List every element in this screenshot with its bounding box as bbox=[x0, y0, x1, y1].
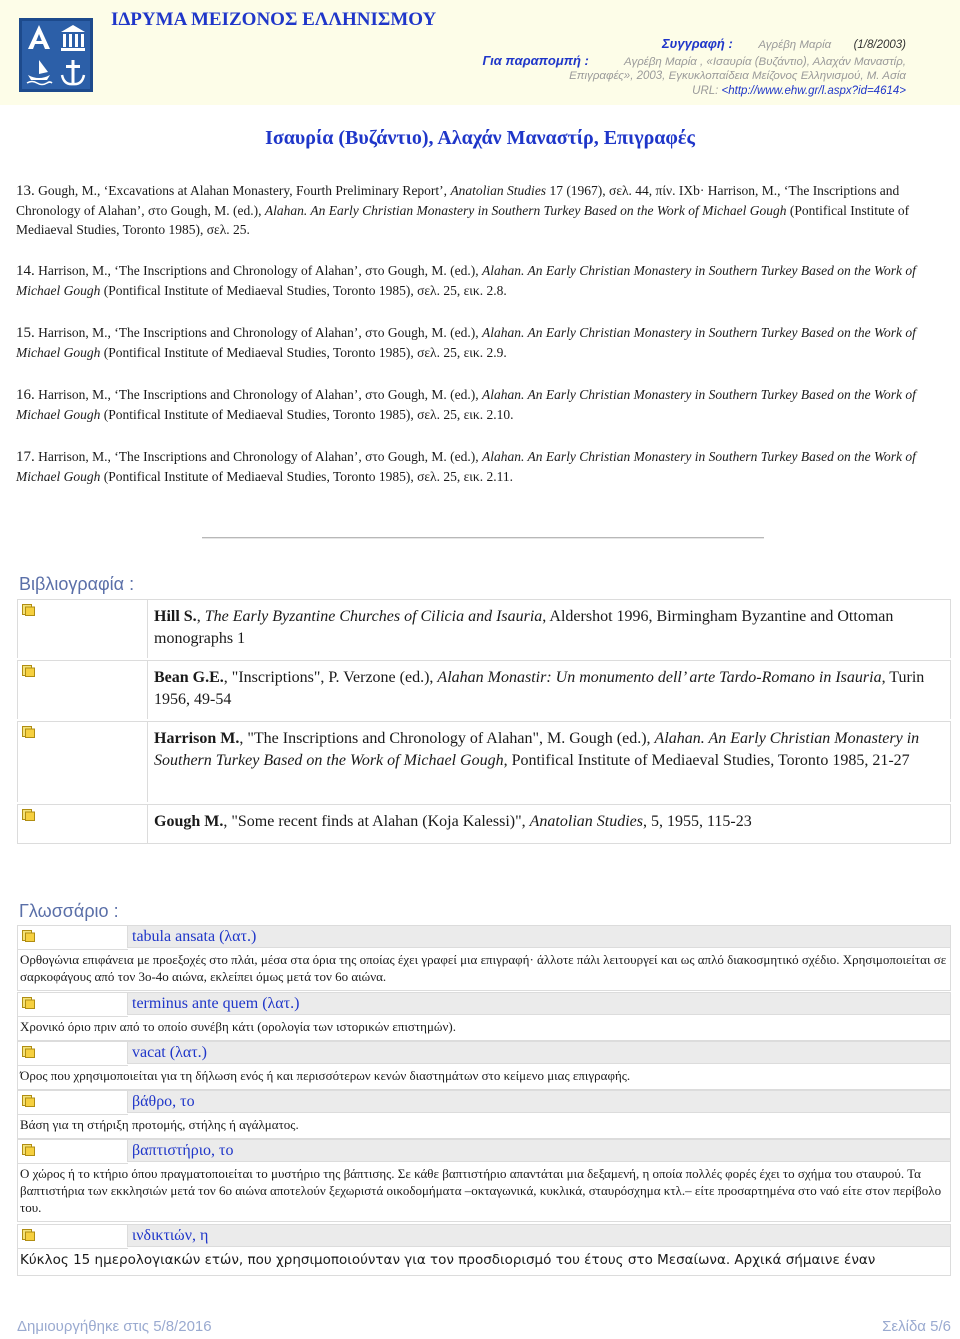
cite-line-2: Επιγραφές», 2003, Εγκυκλοπαίδεια Μείζονος Ελληνισμού, Μ. Ασία bbox=[569, 70, 906, 82]
document-icon bbox=[22, 929, 35, 947]
author-label: Συγγραφή : bbox=[661, 36, 733, 51]
document-icon bbox=[22, 1228, 35, 1246]
glossary-definition: Όρος που χρησιμοποιείται για τη δήλωση ενός ή και περισσότερων κενών διαστημάτων στο κείμενο μιας επιγραφής. bbox=[17, 1064, 951, 1090]
bibliography-entry: Bean G.E., "Inscriptions", P. Verzone (ed.), Alahan Monastir: Un monumento dell’ arte Tardo-Romano in Isauria, Turin 1956, 49-54 bbox=[17, 660, 951, 719]
glossary-definition: Κύκλος 15 ημερολογιακών ετών, που χρησιμοποιούνταν για τον προσδιορισμό του έτους στο Μεσαίωνα. Αρχικά σήμαινε έναν bbox=[17, 1247, 951, 1276]
glossary-term: terminus ante quem (λατ.) bbox=[132, 995, 300, 1012]
glossary-term: vacat (λατ.) bbox=[132, 1044, 207, 1061]
foundation-logo bbox=[19, 18, 93, 92]
document-icon bbox=[22, 725, 35, 743]
document-icon bbox=[22, 603, 35, 621]
bibliography-entry: Hill S., The Early Byzantine Churches of Cilicia and Isauria, Aldershot 1996, Birmingham Byzantine and Ottoman monographs 1 bbox=[17, 599, 951, 658]
cite-label: Για παραπομπή : bbox=[482, 52, 589, 68]
bibliography-list bbox=[17, 599, 951, 846]
bibliography-entry: Harrison M., "The Inscriptions and Chronology of Alahan", M. Gough (ed.), Alahan. An Early Christian Monastery in Southern Turkey Based on the Work of Michael Gough, Pontifical Institute of Mediaeval Studies, Toronto 1985, 21-27 bbox=[17, 721, 951, 802]
citation-block bbox=[482, 37, 906, 98]
glossary-definition: Ο χώρος ή το κτήριο όπου πραγματοποιείται το μυστήριο της βάπτισης. Σε κάθε βαπτιστήριο απαντάται μια δεξαμενή, η οποία πολλές φορές έχει το σχήμα του σταυρού. Τα βαπτιστήρια των εκκλησιών μετά τον 6ο αιώνα αποτελούν ξεχωριστά οικοδομήματα –οκταγωνικά, κυκλικά, σταυρόσχημα κτλ.– είτε προσαρτημένα στο ναό είτε στον περίβολο του. bbox=[17, 1162, 951, 1222]
glossary-term: βάθρο, το bbox=[132, 1093, 195, 1110]
glossary-entry bbox=[17, 992, 951, 1041]
author-date: (1/8/2003) bbox=[853, 39, 906, 51]
glossary-definition: Βάση για τη στήριξη προτομής, στήλης ή αγάλματος. bbox=[17, 1113, 951, 1139]
org-title: ΙΔΡΥΜΑ ΜΕΙΖΟΝΟΣ ΕΛΛΗΝΙΣΜΟΥ bbox=[111, 9, 437, 30]
ship-icon bbox=[22, 55, 56, 89]
url-label: URL: bbox=[692, 84, 719, 97]
glossary-term: tabula ansata (λατ.) bbox=[132, 928, 257, 945]
bibliography-heading: Βιβλιογραφία : bbox=[19, 574, 135, 594]
author-value: Αγρέβη Μαρία bbox=[758, 39, 832, 51]
section-divider bbox=[202, 537, 764, 539]
glossary-entry bbox=[17, 925, 951, 991]
footnote-16: 16. Harrison, M., ‘The Inscriptions and Chronology of Alahan’, στο Gough, M. (ed.), Alahan. An Early Christian Monastery in Southern Turkey Based on the Work of Michael Gough (Pontifical Institute of Mediaeval Studies, Toronto 1985), σελ. 25, εικ. 2.10. bbox=[16, 387, 916, 422]
document-icon bbox=[22, 1143, 35, 1161]
alpha-icon bbox=[22, 21, 56, 55]
glossary-term: ινδικτιών, η bbox=[132, 1227, 209, 1244]
footnote-14: 14. Harrison, M., ‘The Inscriptions and Chronology of Alahan’, στο Gough, M. (ed.), Alahan. An Early Christian Monastery in Southern Turkey Based on the Work of Michael Gough (Pontifical Institute of Mediaeval Studies, Toronto 1985), σελ. 25, εικ. 2.8. bbox=[16, 263, 916, 298]
document-icon bbox=[22, 808, 35, 826]
glossary-heading: Γλωσσάριο : bbox=[19, 901, 119, 921]
footnote-15: 15. Harrison, M., ‘The Inscriptions and Chronology of Alahan’, στο Gough, M. (ed.), Alahan. An Early Christian Monastery in Southern Turkey Based on the Work of Michael Gough (Pontifical Institute of Mediaeval Studies, Toronto 1985), σελ. 25, εικ. 2.9. bbox=[16, 325, 916, 360]
document-icon bbox=[22, 1094, 35, 1112]
footnote-13: 13. Gough, M., ‘Excavations at Alahan Monastery, Fourth Preliminary Report’, Anatolian Studies 17 (1967), σελ. 44, πίν. IXb· Harrison, M., ‘The Inscriptions and Chronology of Alahan’, στο Gough, M. (ed.), Alahan. An Early Christian Monastery in Southern Turkey Based on the Work of Michael Gough (Pontifical Institute of Mediaeval Studies, Toronto 1985), σελ. 25. bbox=[16, 183, 910, 237]
document-icon bbox=[22, 996, 35, 1014]
page-title: Ισαυρία (Βυζάντιο), Αλαχάν Μαναστίρ, Επιγραφές bbox=[265, 127, 695, 149]
glossary-entry bbox=[17, 1090, 951, 1139]
glossary-definition: Χρονικό όριο πριν από το οποίο συνέβη κάτι (ορολογία των ιστορικών επιστημών). bbox=[17, 1015, 951, 1041]
glossary-definition: Ορθογώνια επιφάνεια με προεξοχές στο πλάι, μέσα στα όρια της οποίας έχει γραφεί μια επιγραφή· άλλοτε πάλι λειτουργεί και ως απλό διακοσμητικό σχέδιο. Χρησιμοποιείται σε σαρκοφάγους από τον 3ο-4ο αιώνα, εκλείπει όμως μετά τον 6ο αιώνα. bbox=[17, 948, 951, 991]
bibliography-entry: Gough M., "Some recent finds at Alahan (Koja Kalessi)", Anatolian Studies, 5, 1955, 115-23 bbox=[17, 804, 951, 844]
glossary-entry bbox=[17, 1041, 951, 1090]
footnote-17: 17. Harrison, M., ‘The Inscriptions and Chronology of Alahan’, στο Gough, M. (ed.), Alahan. An Early Christian Monastery in Southern Turkey Based on the Work of Michael Gough (Pontifical Institute of Mediaeval Studies, Toronto 1985), σελ. 25, εικ. 2.11. bbox=[16, 449, 916, 484]
glossary-entry bbox=[17, 1224, 951, 1276]
document-icon bbox=[22, 664, 35, 682]
temple-icon bbox=[56, 21, 90, 55]
document-icon bbox=[22, 1045, 35, 1063]
cite-line-1: Αγρέβη Μαρία , «Ισαυρία (Βυζάντιο), Αλαχάν Μαναστίρ, bbox=[624, 55, 906, 68]
glossary-term: βαπτιστήριο, το bbox=[132, 1142, 234, 1159]
footer-page-number: Σελίδα 5/6 bbox=[882, 1318, 951, 1335]
glossary-entry bbox=[17, 1139, 951, 1222]
header-band bbox=[0, 0, 960, 105]
url-link[interactable]: <http://www.ehw.gr/l.aspx?id=4614> bbox=[721, 84, 906, 97]
anchor-icon bbox=[56, 55, 90, 89]
footer-created: Δημιουργήθηκε στις 5/8/2016 bbox=[17, 1318, 212, 1335]
